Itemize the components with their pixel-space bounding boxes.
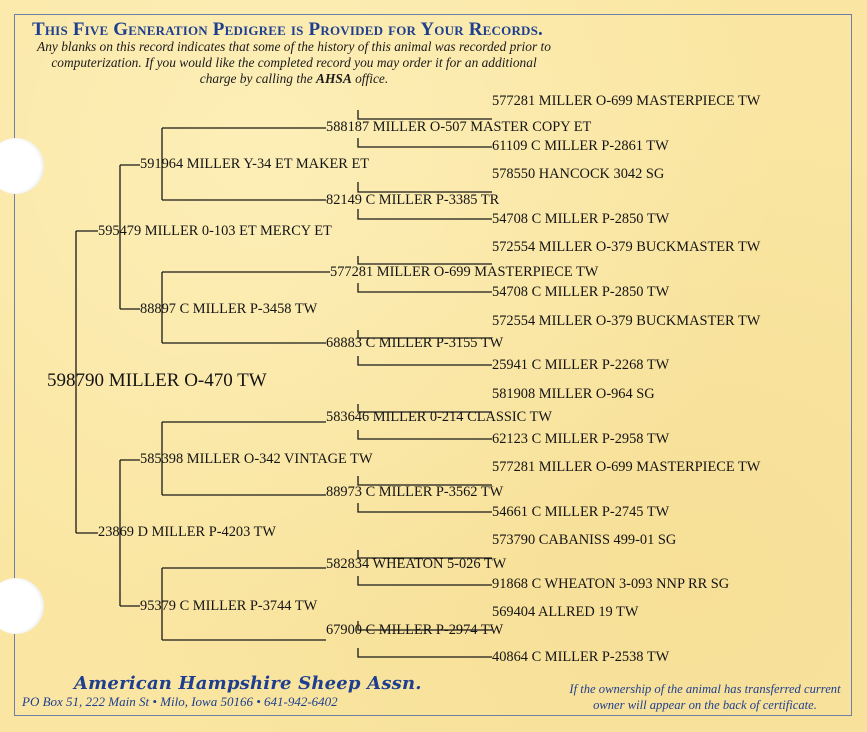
pedigree-dam-dam: 95379 C MILLER P-3744 TW bbox=[140, 598, 318, 614]
pedigree-gen4-1: 577281 MILLER O-699 MASTERPIECE TW bbox=[492, 93, 761, 109]
pedigree-gen4-11: 577281 MILLER O-699 MASTERPIECE TW bbox=[492, 459, 761, 475]
pedigree-sire-dam: 88897 C MILLER P-3458 TW bbox=[140, 301, 318, 317]
certificate-title: This Five Generation Pedigree is Provided for Your Records. bbox=[32, 19, 543, 40]
pedigree-gen3-6: 88973 C MILLER P-3562 TW bbox=[326, 484, 504, 500]
note-org: AHSA bbox=[316, 71, 352, 86]
pedigree-gen3-8: 67900 C MILLER P-2974 TW bbox=[326, 622, 504, 638]
pedigree-gen3-4: 68883 C MILLER P-3155 TW bbox=[326, 335, 504, 351]
association-logo-text: American Hampshire Sheep Assn. bbox=[74, 673, 422, 694]
pedigree-gen4-12: 54661 C MILLER P-2745 TW bbox=[492, 504, 670, 520]
pedigree-subject: 598790 MILLER O-470 TW bbox=[47, 370, 267, 391]
ownership-note: If the ownership of the animal has transferred current owner will appear on the back of certificate. bbox=[569, 682, 841, 712]
pedigree-gen4-6: 54708 C MILLER P-2850 TW bbox=[492, 284, 670, 300]
pedigree-gen3-3: 577281 MILLER O-699 MASTERPIECE TW bbox=[330, 264, 599, 280]
pedigree-gen3-1: 588187 MILLER O-507 MASTER COPY ET bbox=[326, 119, 592, 135]
pedigree-gen4-13: 573790 CABANISS 499-01 SG bbox=[492, 532, 677, 548]
pedigree-sire: 595479 MILLER 0-103 ET MERCY ET bbox=[98, 223, 332, 239]
pedigree-gen4-9: 581908 MILLER O-964 SG bbox=[492, 386, 655, 402]
pedigree-dam-sire: 585398 MILLER O-342 VINTAGE TW bbox=[140, 451, 373, 467]
association-address: PO Box 51, 222 Main St • Milo, Iowa 50166 • 641-942-6402 bbox=[22, 694, 338, 709]
pedigree-gen3-7: 582834 WHEATON 5-026 TW bbox=[326, 556, 507, 572]
pedigree-sire-sire: 591964 MILLER Y-34 ET MAKER ET bbox=[140, 156, 370, 172]
pedigree-dam: 23869 D MILLER P-4203 TW bbox=[98, 524, 277, 540]
pedigree-gen4-8: 25941 C MILLER P-2268 TW bbox=[492, 357, 670, 373]
note-text-1: Any blanks on this record indicates that some of the history of this animal was recorded prior to computerization. If you would like the completed record you may order it for an additional charge by calling the bbox=[37, 39, 551, 86]
pedigree-gen4-15: 569404 ALLRED 19 TW bbox=[492, 604, 639, 620]
pedigree-gen4-2: 61109 C MILLER P-2861 TW bbox=[492, 138, 669, 154]
pedigree-gen4-3: 578550 HANCOCK 3042 SG bbox=[492, 166, 665, 182]
note-text-2: office. bbox=[351, 71, 389, 86]
pedigree-gen3-2: 82149 C MILLER P-3385 TR bbox=[326, 192, 500, 208]
pedigree-gen4-16: 40864 C MILLER P-2538 TW bbox=[492, 649, 670, 665]
pedigree-gen4-4: 54708 C MILLER P-2850 TW bbox=[492, 211, 670, 227]
pedigree-gen4-14: 91868 C WHEATON 3-093 NNP RR SG bbox=[492, 576, 730, 592]
pedigree-gen4-7: 572554 MILLER O-379 BUCKMASTER TW bbox=[492, 313, 761, 329]
pedigree-gen4-10: 62123 C MILLER P-2958 TW bbox=[492, 431, 670, 447]
pedigree-gen4-5: 572554 MILLER O-379 BUCKMASTER TW bbox=[492, 239, 761, 255]
pedigree-gen3-5: 583646 MILLER 0-214 CLASSIC TW bbox=[326, 409, 552, 425]
